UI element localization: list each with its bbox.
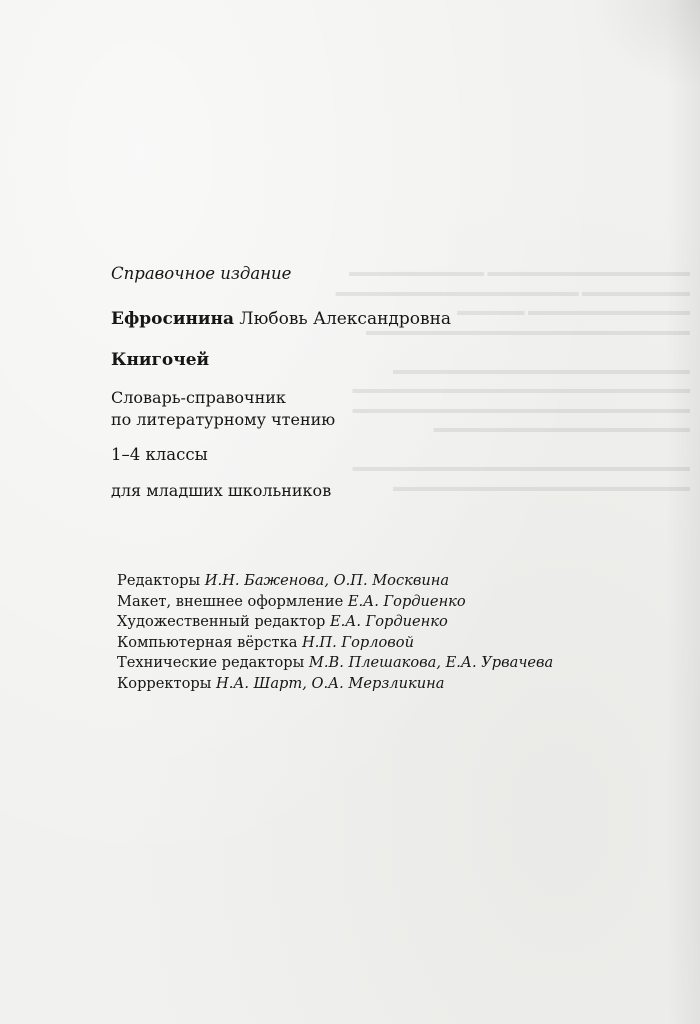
credit-names: Н.А. Шарт, О.А. Мерзликина — [215, 674, 445, 692]
target-audience: для младших школьников — [111, 481, 332, 500]
credit-line — [117, 592, 677, 613]
credit-line — [117, 571, 677, 592]
page-edge-shadow — [666, 0, 700, 1024]
author-name — [111, 308, 631, 330]
subtitle-line: Словарь-справочник — [111, 388, 286, 407]
bleed-through-texture: ▬▬▬▬▬▬▬▬▬▬▬▬▬▬▬ ▬▬▬▬▬▬▬▬▬▬ ▬▬▬▬▬▬▬▬ ▬▬▬▬▬▬▬▬▬▬▬▬▬▬▬▬▬▬ ▬▬▬▬▬▬▬▬▬▬▬▬ ▬▬▬▬▬ ▬▬▬▬▬▬▬▬▬▬▬▬▬▬▬▬▬▬▬▬▬▬▬▬ ▬▬▬▬▬▬▬▬▬▬▬▬▬▬▬▬▬▬▬▬▬▬ ▬▬▬▬▬▬▬▬▬▬▬▬▬▬▬▬▬▬▬▬▬▬▬▬▬ ▬▬▬▬▬▬▬▬▬▬▬▬▬▬▬▬▬▬▬▬▬▬▬▬▬ ▬▬▬▬▬▬▬▬▬▬▬▬▬▬▬▬▬▬▬ ▬▬▬▬▬▬▬▬▬▬▬▬▬▬▬▬▬▬▬▬▬▬▬▬▬ ▬▬▬▬▬▬▬▬▬▬▬▬▬▬▬▬▬▬▬▬▬▬ — [335, 264, 690, 494]
credit-line — [117, 612, 677, 633]
credit-names: Е.А. Гордиенко — [329, 613, 448, 631]
subtitle-line: по литературному чтению — [111, 410, 336, 429]
author-given-names: Любовь Александровна — [239, 309, 452, 329]
credit-role: Корректоры — [117, 674, 212, 692]
credit-names: Н.П. Горловой — [302, 633, 414, 651]
credit-names: И.Н. Баженова, О.П. Москвина — [204, 572, 450, 589]
credit-role: Компьютерная вёрстка — [117, 633, 298, 651]
book-title: Книгочей — [111, 350, 210, 370]
series-label: Справочное издание — [111, 264, 292, 283]
grade-range: 1–4 классы — [111, 445, 208, 464]
book-subtitle — [111, 387, 631, 431]
credit-role: Редакторы — [117, 572, 201, 589]
credit-role: Технические редакторы — [117, 654, 305, 672]
page-corner-shadow — [590, 0, 700, 90]
credits-list — [117, 571, 677, 695]
credit-line — [117, 653, 677, 674]
credit-line — [117, 633, 677, 654]
imprint-block — [111, 264, 631, 502]
credit-role: Художественный редактор — [117, 613, 326, 631]
credit-role: Макет, внешнее оформление — [117, 592, 344, 610]
author-surname: Ефросинина — [111, 309, 234, 329]
credit-line — [117, 674, 677, 695]
credit-names: Е.А. Гордиенко — [347, 592, 466, 610]
credit-names: М.В. Плешакова, Е.А. Урвачева — [308, 654, 554, 672]
